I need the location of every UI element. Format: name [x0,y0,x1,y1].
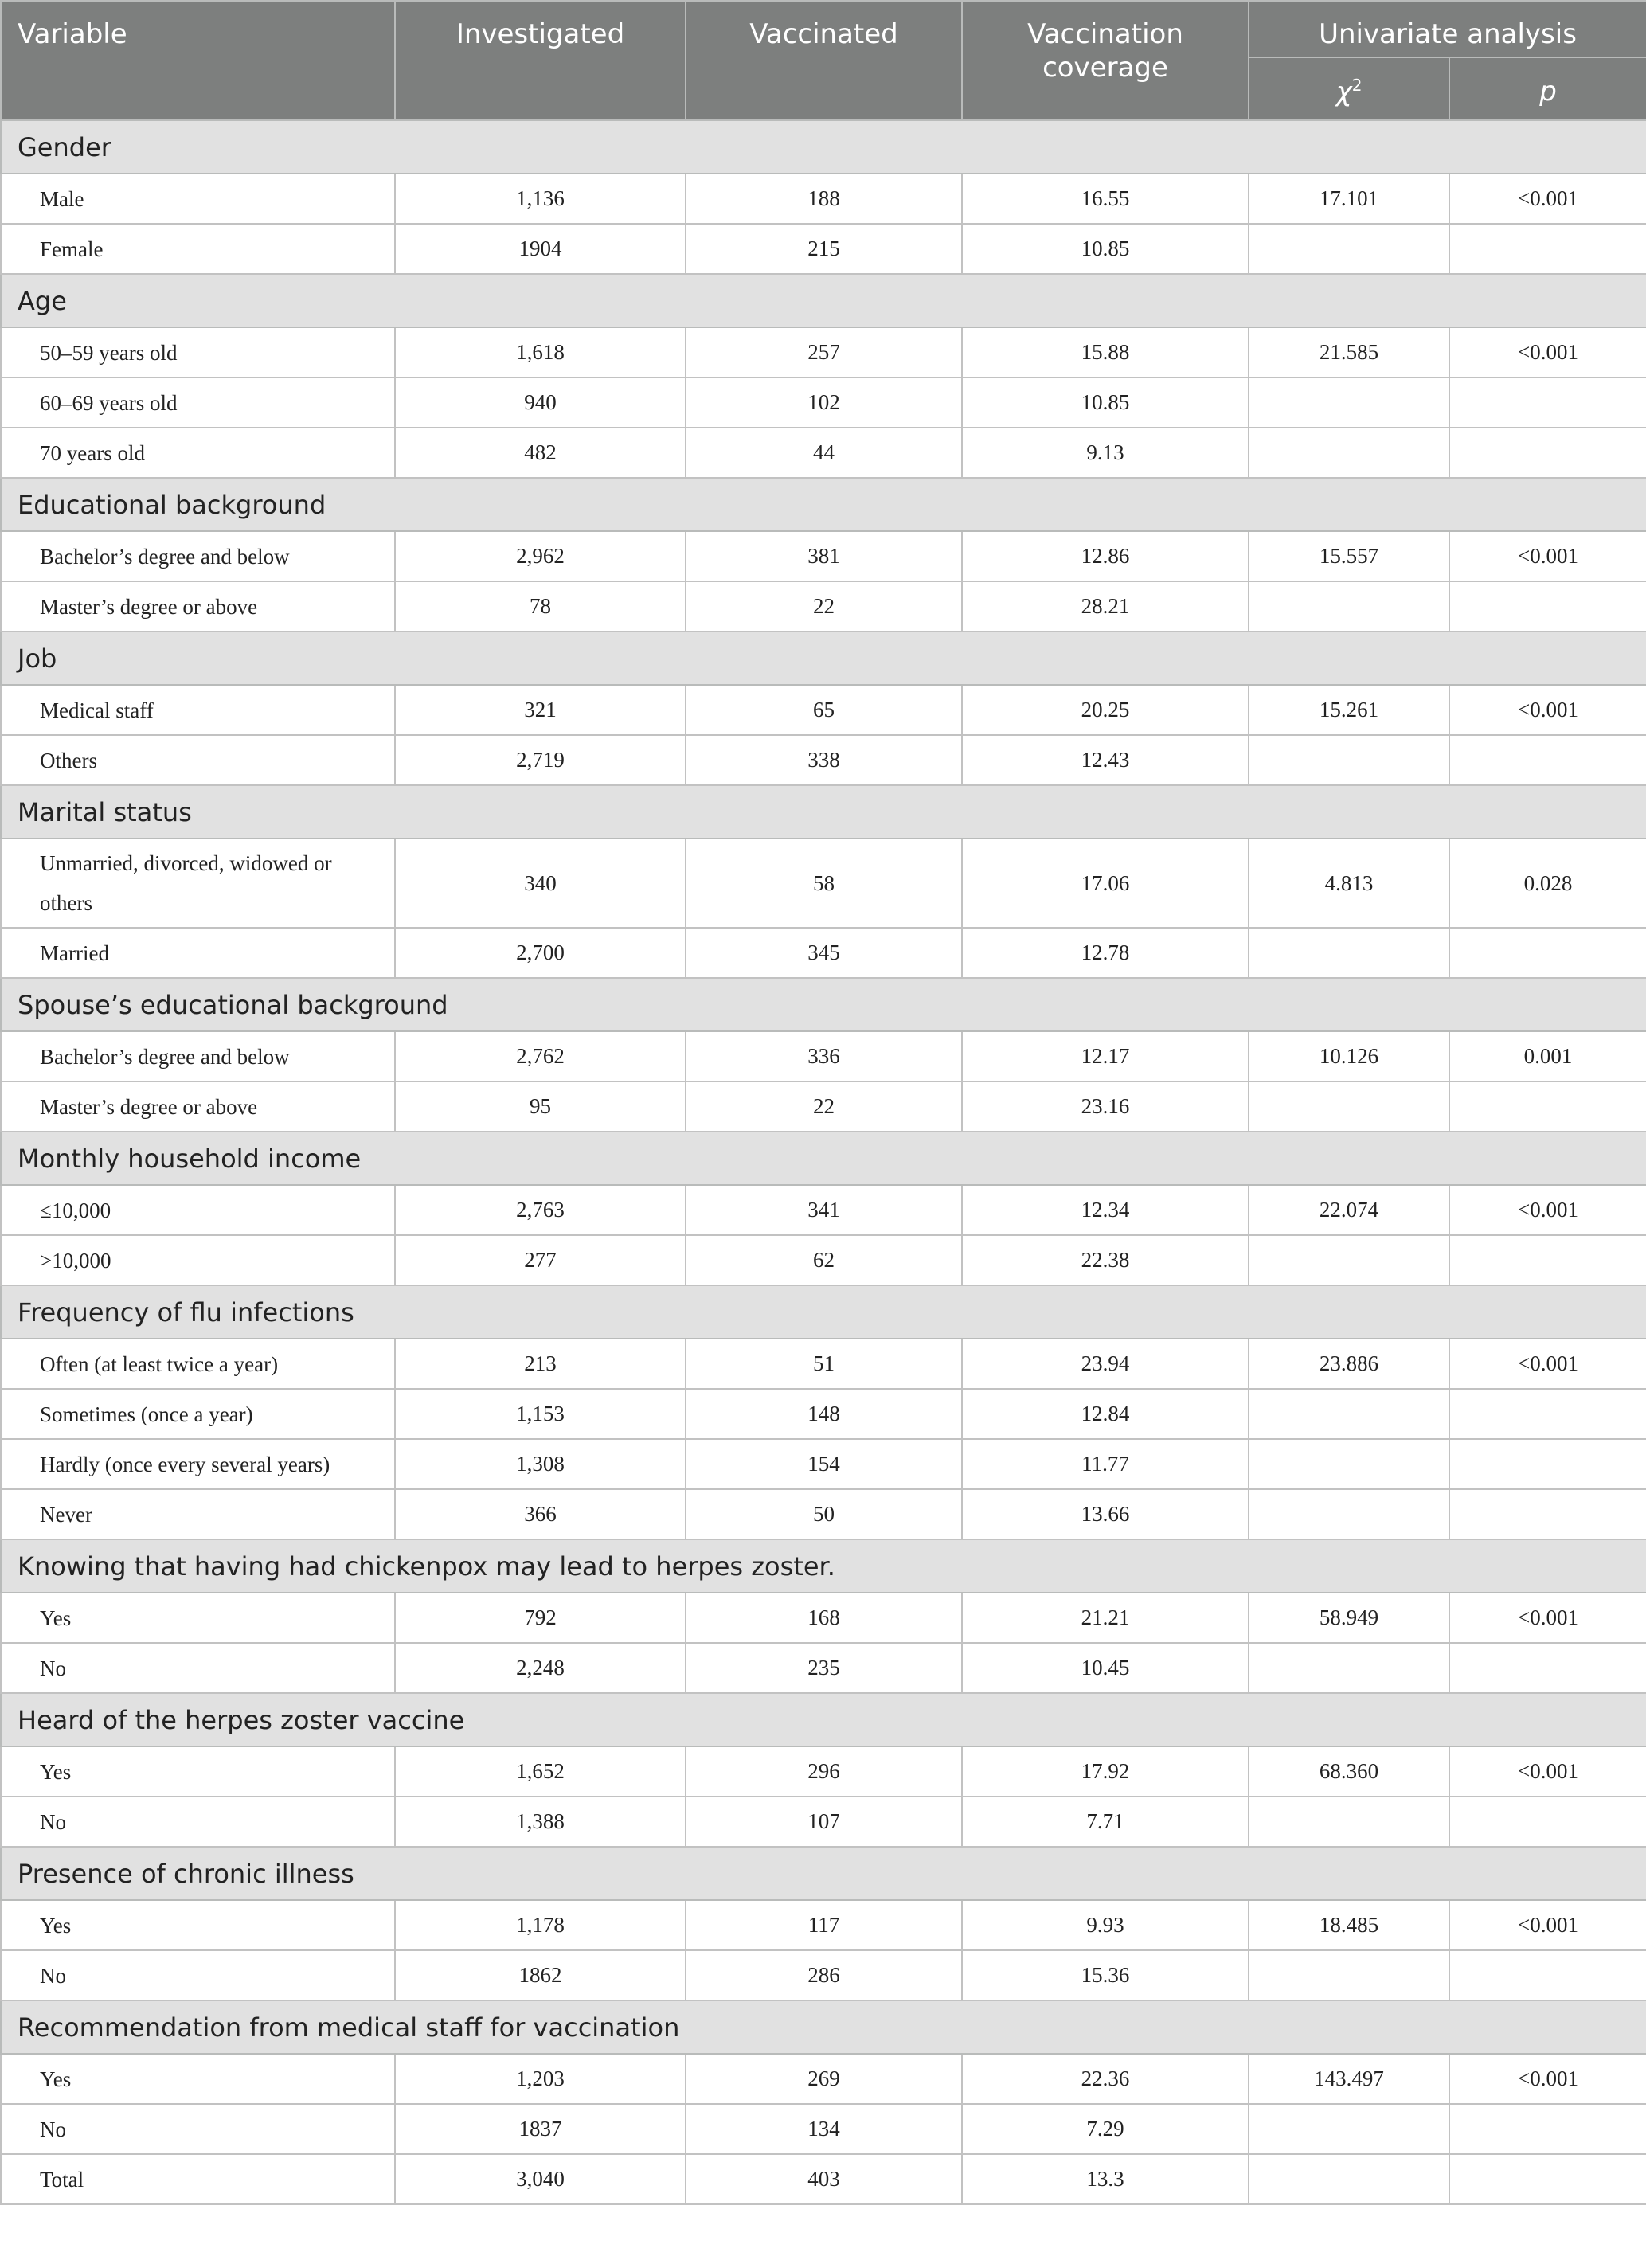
vaccinated-cell: 168 [686,1593,962,1643]
p-value-cell: <0.001 [1449,1900,1646,1950]
p-value-cell [1449,1439,1646,1489]
vaccinated-cell: 345 [686,928,962,978]
coverage-cell: 12.78 [962,928,1249,978]
header-investigated: Investigated [395,1,686,120]
row-label: Yes [1,1746,395,1797]
row-label: No [1,1950,395,2000]
chi2-cell: 58.949 [1249,1593,1449,1643]
table-row [1,1339,1646,1389]
coverage-cell: 12.34 [962,1185,1249,1235]
vaccinated-cell: 286 [686,1950,962,2000]
chi2-cell: 10.126 [1249,1031,1449,1081]
row-label: Yes [1,2054,395,2104]
p-value-cell [1449,1950,1646,2000]
chi2-cell [1249,735,1449,785]
group-title: Marital status [1,785,1646,839]
vaccinated-cell: 269 [686,2054,962,2104]
p-value-cell: <0.001 [1449,327,1646,377]
vaccinated-cell: 188 [686,174,962,224]
table-row [1,1235,1646,1285]
coverage-cell: 13.66 [962,1489,1249,1539]
group-title: Gender [1,120,1646,174]
coverage-cell: 17.06 [962,839,1249,928]
row-label: 70 years old [1,428,395,478]
table-row [1,224,1646,274]
group-header-row [1,1132,1646,1185]
chi2-cell [1249,1643,1449,1693]
investigated-cell: 1,203 [395,2054,686,2104]
row-label: >10,000 [1,1235,395,1285]
header-univariate: Univariate analysis [1249,1,1646,57]
table-row [1,1489,1646,1539]
chi2-cell: 17.101 [1249,174,1449,224]
row-label: ≤10,000 [1,1185,395,1235]
table-row [1,1081,1646,1132]
investigated-cell: 78 [395,581,686,632]
vaccinated-cell: 403 [686,2154,962,2204]
investigated-cell: 1,618 [395,327,686,377]
investigated-cell: 95 [395,1081,686,1132]
chi2-cell [1249,1081,1449,1132]
row-label: Sometimes (once a year) [1,1389,395,1439]
p-value-cell [1449,735,1646,785]
coverage-cell: 12.84 [962,1389,1249,1439]
p-value-cell: <0.001 [1449,1339,1646,1389]
vaccinated-cell: 51 [686,1339,962,1389]
table-row [1,377,1646,428]
vaccinated-cell: 65 [686,685,962,735]
chi2-cell [1249,2154,1449,2204]
vaccinated-cell: 50 [686,1489,962,1539]
group-title: Age [1,274,1646,327]
p-value-cell: <0.001 [1449,1185,1646,1235]
chi2-symbol: χ [1335,76,1352,108]
investigated-cell: 1,388 [395,1797,686,1847]
header-variable: Variable [1,1,395,120]
row-label: Medical staff [1,685,395,735]
header-p: p [1449,57,1646,120]
chi2-cell: 68.360 [1249,1746,1449,1797]
p-value-cell [1449,2104,1646,2154]
table-row [1,1900,1646,1950]
table-row [1,1643,1646,1693]
row-label: No [1,1643,395,1693]
chi2-cell [1249,2104,1449,2154]
chi2-cell [1249,428,1449,478]
investigated-cell: 213 [395,1339,686,1389]
p-value-cell [1449,1235,1646,1285]
table-row [1,735,1646,785]
investigated-cell: 2,962 [395,531,686,581]
table-row [1,1185,1646,1235]
row-label: Female [1,224,395,274]
row-label: Male [1,174,395,224]
p-value-cell: <0.001 [1449,531,1646,581]
vaccinated-cell: 44 [686,428,962,478]
investigated-cell: 482 [395,428,686,478]
group-title: Knowing that having had chickenpox may lead to herpes zoster. [1,1539,1646,1593]
investigated-cell: 1,178 [395,1900,686,1950]
coverage-cell: 7.29 [962,2104,1249,2154]
chi2-cell [1249,1797,1449,1847]
group-title: Monthly household income [1,1132,1646,1185]
p-value-cell [1449,1797,1646,1847]
table-row [1,1031,1646,1081]
chi2-cell: 23.886 [1249,1339,1449,1389]
chi2-cell: 15.261 [1249,685,1449,735]
row-label: Bachelor’s degree and below [1,1031,395,1081]
vaccinated-cell: 134 [686,2104,962,2154]
coverage-cell: 12.17 [962,1031,1249,1081]
vaccinated-cell: 257 [686,327,962,377]
vaccinated-cell: 102 [686,377,962,428]
chi2-cell [1249,1389,1449,1439]
coverage-cell: 10.45 [962,1643,1249,1693]
p-value-cell: <0.001 [1449,174,1646,224]
investigated-cell: 1,153 [395,1389,686,1439]
p-value-cell [1449,1081,1646,1132]
vaccinated-cell: 58 [686,839,962,928]
p-value-cell [1449,224,1646,274]
vaccinated-cell: 154 [686,1439,962,1489]
coverage-cell: 9.93 [962,1900,1249,1950]
p-value-cell [1449,377,1646,428]
group-header-row [1,632,1646,685]
group-header-row [1,1693,1646,1746]
p-value-cell [1449,428,1646,478]
vaccinated-cell: 148 [686,1389,962,1439]
coverage-cell: 23.16 [962,1081,1249,1132]
table-row [1,685,1646,735]
group-header-row [1,274,1646,327]
row-label: Master’s degree or above [1,581,395,632]
row-label: Yes [1,1900,395,1950]
p-value-cell: <0.001 [1449,1746,1646,1797]
group-header-row [1,478,1646,531]
investigated-cell: 1904 [395,224,686,274]
chi2-cell: 18.485 [1249,1900,1449,1950]
row-label: Married [1,928,395,978]
p-value-cell: <0.001 [1449,1593,1646,1643]
chi2-cell: 22.074 [1249,1185,1449,1235]
chi2-cell [1249,581,1449,632]
table-row [1,1746,1646,1797]
row-label: Often (at least twice a year) [1,1339,395,1389]
p-value-cell: 0.028 [1449,839,1646,928]
chi2-cell [1249,1950,1449,2000]
row-label: Bachelor’s degree and below [1,531,395,581]
row-label: 50–59 years old [1,327,395,377]
row-label: Total [1,2154,395,2204]
group-header-row [1,1539,1646,1593]
vaccinated-cell: 22 [686,1081,962,1132]
investigated-cell: 2,762 [395,1031,686,1081]
vaccinated-cell: 117 [686,1900,962,1950]
coverage-cell: 10.85 [962,224,1249,274]
p-value-cell [1449,928,1646,978]
coverage-cell: 17.92 [962,1746,1249,1797]
investigated-cell: 1837 [395,2104,686,2154]
table-row [1,928,1646,978]
table-row [1,1797,1646,1847]
vaccinated-cell: 338 [686,735,962,785]
row-label: Hardly (once every several years) [1,1439,395,1489]
coverage-cell: 7.71 [962,1797,1249,1847]
vaccinated-cell: 107 [686,1797,962,1847]
row-label: Unmarried, divorced, widowed or others [1,839,395,928]
coverage-cell: 12.86 [962,531,1249,581]
vaccinated-cell: 341 [686,1185,962,1235]
coverage-cell: 20.25 [962,685,1249,735]
header-coverage: Vaccination coverage [962,1,1249,120]
coverage-cell: 16.55 [962,174,1249,224]
table-row [1,1439,1646,1489]
p-value-cell [1449,1489,1646,1539]
p-value-cell [1449,1643,1646,1693]
chi2-cell [1249,1235,1449,1285]
coverage-cell: 10.85 [962,377,1249,428]
p-value-cell: <0.001 [1449,685,1646,735]
investigated-cell: 2,763 [395,1185,686,1235]
group-title: Heard of the herpes zoster vaccine [1,1693,1646,1746]
investigated-cell: 3,040 [395,2154,686,2204]
vaccinated-cell: 62 [686,1235,962,1285]
coverage-cell: 12.43 [962,735,1249,785]
table-row [1,839,1646,928]
investigated-cell: 2,719 [395,735,686,785]
table-row [1,1389,1646,1439]
coverage-cell: 21.21 [962,1593,1249,1643]
group-header-row [1,785,1646,839]
coverage-cell: 28.21 [962,581,1249,632]
chi2-cell: 21.585 [1249,327,1449,377]
chi2-cell: 143.497 [1249,2054,1449,2104]
table-row [1,2154,1646,2204]
investigated-cell: 792 [395,1593,686,1643]
p-value-cell: <0.001 [1449,2054,1646,2104]
group-title: Recommendation from medical staff for vaccination [1,2000,1646,2054]
chi2-cell: 4.813 [1249,839,1449,928]
investigated-cell: 2,700 [395,928,686,978]
chi2-cell: 15.557 [1249,531,1449,581]
table-row [1,581,1646,632]
table-row [1,531,1646,581]
investigated-cell: 1,308 [395,1439,686,1489]
vaccinated-cell: 22 [686,581,962,632]
chi2-cell [1249,1489,1449,1539]
chi2-superscript: 2 [1351,76,1363,95]
table-row [1,1593,1646,1643]
coverage-cell: 9.13 [962,428,1249,478]
investigated-cell: 1,652 [395,1746,686,1797]
investigated-cell: 321 [395,685,686,735]
vaccinated-cell: 215 [686,224,962,274]
p-value-cell: 0.001 [1449,1031,1646,1081]
table-header [1,1,1646,120]
investigated-cell: 366 [395,1489,686,1539]
investigated-cell: 2,248 [395,1643,686,1693]
table-row [1,428,1646,478]
vaccinated-cell: 336 [686,1031,962,1081]
chi2-cell [1249,224,1449,274]
investigated-cell: 940 [395,377,686,428]
group-title: Frequency of flu infections [1,1285,1646,1339]
row-label: No [1,2104,395,2154]
table-row [1,2054,1646,2104]
chi2-cell [1249,1439,1449,1489]
group-header-row [1,1847,1646,1900]
group-title: Job [1,632,1646,685]
row-label: Yes [1,1593,395,1643]
row-label: No [1,1797,395,1847]
group-header-row [1,120,1646,174]
chi2-cell [1249,377,1449,428]
investigated-cell: 1862 [395,1950,686,2000]
p-value-cell [1449,1389,1646,1439]
p-value-cell [1449,2154,1646,2204]
row-label: Never [1,1489,395,1539]
group-title: Presence of chronic illness [1,1847,1646,1900]
coverage-cell: 15.88 [962,327,1249,377]
group-title: Educational background [1,478,1646,531]
table-row [1,1950,1646,2000]
table-body [1,120,1646,2204]
investigated-cell: 340 [395,839,686,928]
header-vaccinated: Vaccinated [686,1,962,120]
investigated-cell: 1,136 [395,174,686,224]
row-label: Master’s degree or above [1,1081,395,1132]
table-row [1,2104,1646,2154]
coverage-cell: 22.36 [962,2054,1249,2104]
row-label: Others [1,735,395,785]
table-row [1,327,1646,377]
chi2-cell [1249,928,1449,978]
group-header-row [1,978,1646,1031]
coverage-cell: 23.94 [962,1339,1249,1389]
coverage-cell: 11.77 [962,1439,1249,1489]
vaccinated-cell: 381 [686,531,962,581]
group-title: Spouse’s educational background [1,978,1646,1031]
table-row [1,174,1646,224]
row-label: 60–69 years old [1,377,395,428]
vaccinated-cell: 235 [686,1643,962,1693]
coverage-cell: 15.36 [962,1950,1249,2000]
group-header-row [1,1285,1646,1339]
vaccinated-cell: 296 [686,1746,962,1797]
coverage-cell: 13.3 [962,2154,1249,2204]
investigated-cell: 277 [395,1235,686,1285]
group-header-row [1,2000,1646,2054]
p-value-cell [1449,581,1646,632]
header-chi2 [1249,57,1449,120]
coverage-cell: 22.38 [962,1235,1249,1285]
